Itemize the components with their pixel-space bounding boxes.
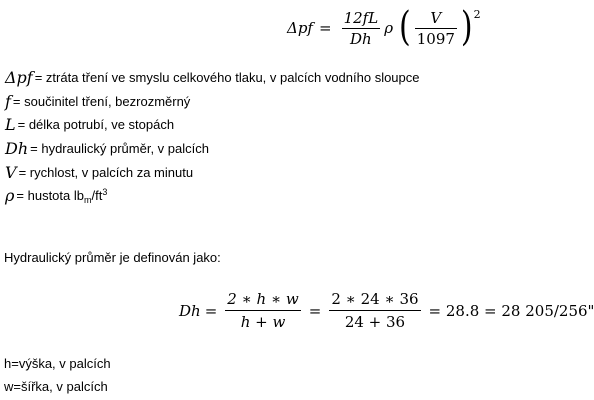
formula1-coefficient-fraction	[342, 9, 381, 48]
definition-symbol: f	[5, 91, 11, 111]
fraction-bar	[415, 28, 457, 29]
definition-row	[5, 66, 420, 90]
height-label: h=	[4, 356, 19, 371]
definition-text: = rychlost, v palcích za minutu	[18, 164, 194, 180]
definition-row	[5, 184, 420, 208]
formula2-symbolic-fraction	[225, 289, 301, 332]
definition-symbol: Δpf	[5, 68, 33, 88]
formula1-equals: =	[319, 19, 332, 37]
definition-text: = hydraulický průměr, v palcích	[30, 141, 209, 157]
density-subscript: m	[83, 195, 92, 206]
formula2-equals-2: =	[308, 301, 322, 320]
formula2-result: = 28.8 = 28 205/256"	[428, 301, 594, 320]
definition-text: = ztráta tření ve smyslu celkového tlaku, v palcích vodního sloupce	[34, 70, 420, 86]
definition-text: = délka potrubí, ve stopách	[17, 117, 175, 133]
width-text: šířka, v palcích	[20, 379, 108, 394]
formula2-numeric-denominator: 24 + 36	[344, 313, 406, 331]
formula2-numeric-numerator: 2 ∗ 24 ∗ 36	[331, 290, 419, 308]
formula1-coef-denominator: Dh	[350, 29, 372, 48]
left-paren: (	[399, 3, 411, 51]
fraction-bar	[225, 310, 301, 311]
width-label: w=	[4, 379, 21, 394]
definition-symbol: V	[5, 162, 17, 182]
fraction-bar	[329, 310, 420, 311]
definition-symbol: ρ	[5, 186, 15, 206]
definition-text	[16, 187, 108, 206]
formula1-velocity-numerator: V	[430, 8, 442, 27]
definition-row	[5, 90, 420, 114]
formula1-rho: ρ	[384, 19, 394, 37]
fraction-bar	[342, 28, 381, 29]
formula2-symbolic-numerator: 2 ∗ h ∗ w	[227, 290, 299, 308]
formula2-equals-1: =	[204, 301, 218, 320]
density-superscript: 3	[102, 187, 108, 198]
formula2-lhs: Dh	[179, 301, 201, 320]
formula1-velocity-fraction	[415, 9, 457, 48]
definition-row	[5, 113, 420, 137]
formula2-symbolic-denominator: h + w	[240, 313, 286, 331]
height-definition	[4, 356, 111, 371]
formula1-lhs: Δpf	[287, 19, 313, 37]
hydraulic-diameter-formula	[179, 289, 594, 332]
definition-text: = součinitel tření, bezrozměrný	[12, 93, 191, 109]
density-text: = hustota lb	[16, 188, 84, 204]
formula2-numeric-fraction	[329, 289, 420, 332]
right-paren: )	[460, 3, 473, 51]
formula1-velocity-denominator: 1097	[416, 29, 455, 48]
definition-symbol: Dh	[5, 139, 29, 159]
definition-row	[5, 137, 420, 161]
height-text: výška, v palcích	[18, 356, 111, 371]
definition-row	[5, 160, 420, 184]
symbol-definitions	[5, 66, 420, 208]
definition-symbol: L	[5, 115, 16, 135]
formula1-coef-numerator: 12fL	[343, 8, 379, 27]
width-definition	[4, 379, 108, 394]
hydraulic-diameter-intro: Hydraulický průměr je definován jako:	[4, 250, 221, 265]
pressure-loss-formula	[287, 4, 481, 52]
density-unit: /ft	[91, 188, 103, 204]
formula1-exponent: 2	[473, 7, 481, 21]
